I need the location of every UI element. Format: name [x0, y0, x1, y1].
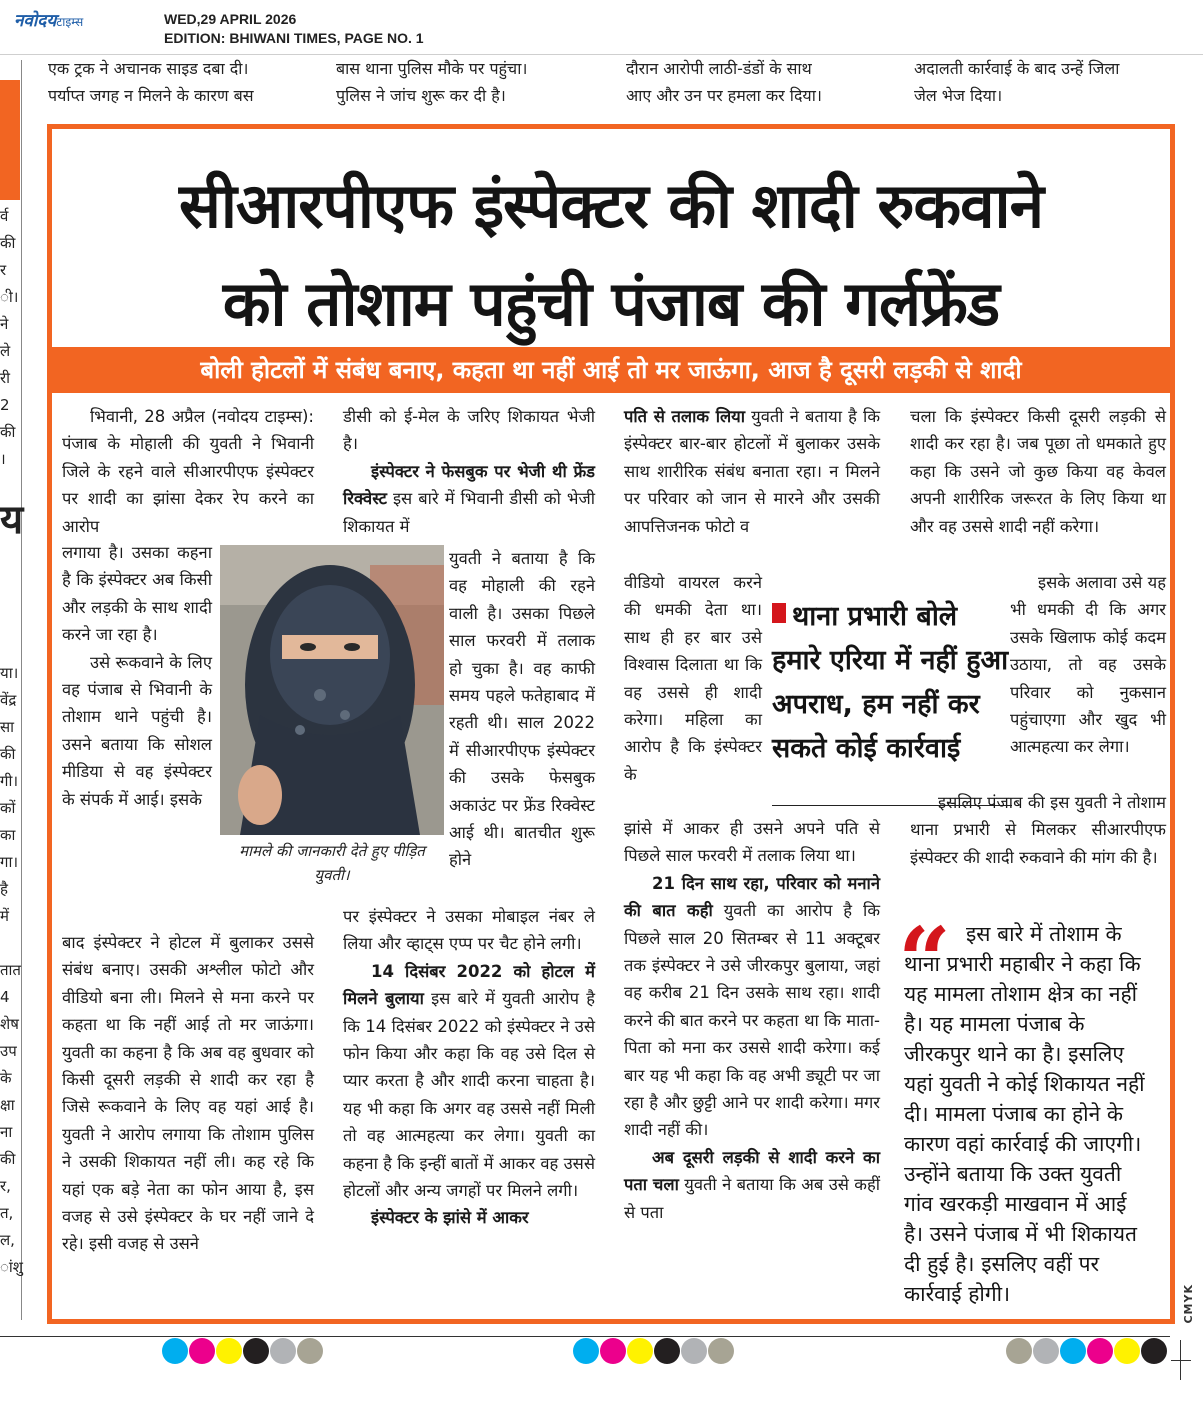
fragment: गी।	[0, 772, 19, 790]
cyan-registration-dot	[1060, 1338, 1086, 1364]
black-registration-dot	[1141, 1338, 1167, 1364]
prev-line: पुलिस ने जांच शुरू कर दी है।	[336, 86, 506, 105]
fragment: री	[0, 369, 11, 387]
left-fragment-bottom	[0, 660, 23, 1281]
fragment: ना	[0, 1123, 13, 1141]
photo-caption: मामले की जानकारी देते हुए पीड़ित युवती।	[239, 842, 425, 884]
paragraph: उसे रूकवाने के लिए वह पंजाब से भिवानी के तोशाम थाने पहुंची है। उसने बताया कि सोशल मीडिया से वह इंस्पेक्टर के संपर्क में आई। इसके	[62, 652, 212, 809]
edition-info	[164, 10, 424, 48]
paragraph	[343, 958, 595, 1205]
fragment: र्व	[0, 207, 9, 225]
gray-registration-dot	[270, 1338, 296, 1364]
edition-label: EDITION: BHIWANI TIMES, PAGE NO. 1	[164, 30, 424, 46]
fragment: की	[0, 1150, 16, 1168]
subhead: पति से तलाक लिया	[624, 407, 745, 426]
prev-line: जेल भेज दिया।	[914, 86, 1003, 105]
veiled-woman-image	[220, 545, 444, 835]
fragment: में	[0, 907, 9, 925]
page-header	[0, 0, 1203, 55]
text: युवती ने बताया कि अब उसे कहीं से पता	[624, 1175, 881, 1222]
fragment: र,	[0, 1177, 11, 1195]
pull-quote	[772, 595, 1012, 771]
subhead: इंस्पेक्टर के झांसे में आकर	[371, 1208, 529, 1228]
fragment: ांशु	[0, 1258, 23, 1276]
paragraph	[624, 403, 880, 540]
paragraph: पर इंस्पेक्टर ने उसका मोबाइल नंबर ले लिया और व्हाट्स एप्प पर चैट होने लगी।	[343, 907, 595, 954]
yellow-registration-dot	[1114, 1338, 1140, 1364]
headline-line-1: सीआरपीएफ इंस्पेक्टर की शादी रुकवाने	[178, 169, 1044, 242]
victim-photo	[220, 545, 444, 835]
fragment: की	[0, 745, 16, 763]
fragment	[0, 930, 20, 957]
section-tab	[0, 80, 20, 200]
fragment: है	[0, 880, 8, 898]
paragraph: लगाया है। उसका कहना है कि इंस्पेक्टर अब किसी और लड़की के साथ शादी करने जा रहा है।	[62, 543, 212, 645]
bullet-square-icon	[772, 603, 786, 623]
fragment: की	[0, 234, 16, 252]
column-1-top	[62, 403, 314, 540]
paragraph	[343, 458, 595, 540]
fragment: र	[0, 261, 7, 279]
subhead: अब दूसरी लड़की से शादी करने का पता चला	[624, 1147, 880, 1195]
left-fragment-top	[0, 203, 20, 473]
magenta-registration-dot	[1087, 1338, 1113, 1364]
column-4-top	[910, 403, 1166, 540]
paragraph: चला कि इंस्पेक्टर किसी दूसरी लड़की से शादी कर रहा है। जब पूछा तो धमकाते हुए कहा कि उसने जो कुछ किया वह केवल अपनी शारीरिक जरूरत के लिए किया था और वह उससे शादी नहीं करेगा।	[910, 407, 1166, 536]
gray-registration-dot	[1033, 1338, 1059, 1364]
column-1-narrow	[62, 539, 212, 813]
text: युवती का आरोप है कि पिछले साल 20 सितम्बर से 11 अक्टूबर तक इंस्पेक्टर ने उसे जीरकपुर बुलाया, जहां वह करीब 21 दिन उसके साथ रहा। शादी करने की बात करने पर कहता था कि माता-पिता को मना कर उससे शादी करेगा। कई बार यह भी कहा कि वह अभी ड्यूटी पर जा रहा है और छुट्टी आने पर शादी करेगा। मगर शादी नहीं की।	[624, 901, 880, 1140]
issue-date: WED,29 APRIL 2026	[164, 11, 297, 27]
text: युवती ने बताया है कि इंस्पेक्टर बार-बार होटलों में बुलाकर उसके साथ शारीरिक संबंध बनाता रहा। न मिलने पर परिवार को जान से मारने और उसकी आपत्तिजनक फोटो व	[624, 407, 880, 536]
fragment: उप	[0, 1042, 17, 1060]
article-frame	[47, 124, 1175, 1324]
prev-col-2	[336, 55, 598, 109]
cyan-registration-dot	[573, 1338, 599, 1364]
fragment: त,	[0, 1204, 14, 1222]
prev-line: आए और उन पर हमला कर दिया।	[626, 86, 822, 105]
olive-registration-dot	[708, 1338, 734, 1364]
column-4-bottom	[910, 789, 1166, 871]
black-registration-dot	[243, 1338, 269, 1364]
paragraph	[624, 870, 880, 1144]
paragraph: बाद इंस्पेक्टर ने होटल में बुलाकर उससे संबंध बनाए। उसकी अश्लील फोटो और वीडियो बना ली। मिलने से मना करने पर कहता था कि नहीं आई तो मर जाऊंगा। युवती का कहना है कि अब वह बुधवार को किसी दूसरी लड़की से शादी कर रहा है जिसे रूकवाने के लिए वह यहां आई है। युवती ने आरोप लगाया कि तोशाम पुलिस ने उसकी शिकायत नहीं ली। कह रहे कि यहां एक बड़े नेता का फोन आया है, इस वजह से उसे इंस्पेक्टर के घर नहीं जाने दे रहे। इसी वजह से उसने	[62, 933, 314, 1254]
fragment: शेष	[0, 1015, 19, 1033]
fragment: ल,	[0, 1231, 15, 1249]
text: इस बारे में भिवानी डीसी को भेजी शिकायत में	[343, 489, 595, 536]
column-4-narrow	[1010, 569, 1166, 761]
crop-mark-icon	[1171, 1340, 1191, 1380]
fragment: की	[0, 423, 16, 441]
fragment: के	[0, 1069, 12, 1087]
fragment: या।	[0, 664, 19, 682]
subhead: 14 दिसंबर 2022 को होटल में मिलने बुलाया	[343, 961, 595, 1009]
registration-marks	[0, 1338, 1203, 1368]
prev-col-4	[914, 55, 1176, 109]
prev-col-1	[48, 55, 310, 109]
page-rule	[0, 1336, 1170, 1337]
subheadline: बोली होटलों में संबंध बनाए, कहता था नहीं आई तो मर जाऊंगा, आज है दूसरी लड़की से शादी	[52, 347, 1170, 393]
yellow-registration-dot	[627, 1338, 653, 1364]
fragment: ने	[0, 315, 9, 333]
prev-line: दौरान आरोपी लाठी-डंडों के साथ	[626, 59, 812, 78]
fragment: ी।	[0, 288, 19, 306]
olive-registration-dot	[297, 1338, 323, 1364]
prev-line: एक ट्रक ने अचानक साइड दबा दी।	[48, 59, 249, 78]
olive-registration-dot	[1006, 1338, 1032, 1364]
paragraph: झांसे में आकर ही उसने अपने पति से पिछले साल फरवरी में तलाक लिया था।	[624, 819, 880, 866]
column-2-bottom	[343, 903, 595, 1232]
magenta-registration-dot	[189, 1338, 215, 1364]
prev-line: पर्याप्त जगह न मिलने के कारण बस	[48, 86, 254, 105]
cyan-registration-dot	[162, 1338, 188, 1364]
column-3-top	[624, 403, 880, 540]
black-registration-dot	[654, 1338, 680, 1364]
paragraph	[343, 1204, 595, 1231]
pull-quote-text: थाना प्रभारी बोले हमारे एरिया में नहीं हुआ अपराध, हम नहीं कर सकते कोई कार्रवाई	[772, 601, 1009, 764]
fragment: सा	[0, 718, 15, 736]
officer-statement	[904, 919, 1152, 1309]
subhead: इंस्पेक्टर ने फेसबुक पर भेजी थी फ्रेंड रिक्वेस्ट	[343, 461, 595, 509]
paragraph: इसलिए पंजाब की इस युवती ने तोशाम थाना प्रभारी से मिलकर सीआरपीएफ इंस्पेक्टर की शादी रुकवाने की मांग की है।	[910, 793, 1166, 867]
fragment: ले	[0, 342, 11, 360]
fragment: ।	[0, 450, 6, 468]
prev-col-3	[626, 55, 890, 109]
column-2-narrow	[449, 545, 595, 874]
fragment: 4	[0, 988, 10, 1006]
column-2-top	[343, 403, 595, 540]
headline	[52, 157, 1170, 353]
cmyk-label: CMYK	[1182, 1284, 1195, 1324]
text: इस बारे में युवती आरोप है कि 14 दिसंबर 2022 को इंस्पेक्टर ने उसे फोन किया और कहा कि वह उसे दिल से प्यार करता है और शादी करना चाहता है। यह भी कहा कि अगर वह उससे नहीं मिली तो वह आत्महत्या कर लेगा। युवती का कहना है कि इन्हीं बातों में आकर वह उससे होटलों और अन्य जगहों पर मिलने लगी।	[343, 989, 595, 1201]
gray-registration-dot	[681, 1338, 707, 1364]
paragraph: वीडियो वायरल करने की धमकी देता था। साथ ही हर बार उसे विश्वास दिलाता था कि वह उससे ही शादी करेगा। महिला का आरोप है कि इंस्पेक्टर के	[624, 573, 762, 784]
newspaper-logo	[14, 8, 83, 31]
paragraph	[624, 1144, 880, 1226]
quote-mark-icon: “	[898, 907, 951, 1015]
column-1-bottom	[62, 929, 314, 1258]
logo-sub: टाइम्स	[56, 15, 84, 29]
subhead: 21 दिन साथ रहा, परिवार को मनाने की बात कही	[624, 873, 880, 921]
headline-line-2: को तोशाम पहुंची पंजाब की गर्लफ्रेंड	[222, 267, 1000, 340]
paragraph: युवती ने बताया है कि वह मोहाली की रहने वाली है। उसका पिछले साल फरवरी में तलाक हो चुका है। वह काफी समय पहले फतेहाबाद में रहती थी। साल 2022 में सीआरपीएफ इंस्पेक्टर की उसके फेसबुक अकाउंट पर फ्रेंड रिक्वेस्ट आई थी। बातचीत शुरू होने	[449, 549, 595, 870]
fragment: कों	[0, 799, 16, 817]
column-3-narrow	[624, 569, 762, 788]
previous-story-fragment	[0, 55, 1203, 111]
fragment: का	[0, 826, 16, 844]
yellow-registration-dot	[216, 1338, 242, 1364]
magenta-registration-dot	[600, 1338, 626, 1364]
adjacent-story-edge	[0, 60, 22, 1320]
left-fragment-big: य	[0, 497, 24, 543]
fragment: क्षा	[0, 1096, 15, 1114]
prev-line: अदालती कार्रवाई के बाद उन्हें जिला	[914, 59, 1120, 78]
fragment: तात	[0, 961, 21, 979]
fragment: वेंद्र	[0, 691, 17, 709]
fragment: 2	[0, 396, 10, 414]
paragraph: इसके अलावा उसे यह भी धमकी दी कि अगर उसके खिलाफ कोई कदम उठाया, तो वह उसके परिवार को नुकसान पहुंचाएगा और खुद भी आत्महत्या कर लेगा।	[1010, 573, 1166, 757]
logo-main: नवोदय	[14, 11, 57, 31]
prev-line: बास थाना पुलिस मौके पर पहुंचा।	[336, 59, 528, 78]
column-3-bottom	[624, 815, 880, 1226]
fragment: गा।	[0, 853, 19, 871]
dateline-paragraph: भिवानी, 28 अप्रैल (नवोदय टाइम्स): पंजाब के मोहाली की युवती ने भिवानी जिले के रहने वाले सीआरपीएफ इंस्पेक्टर पर शादी का झांसा देकर रेप करने का आरोप	[62, 407, 314, 536]
statement-text: इस बारे में तोशाम के थाना प्रभारी महाबीर ने कहा कि यह मामला तोशाम क्षेत्र का नहीं है। यह मामला पंजाब के जीरकपुर थाने का है। इसलिए यहां युवती ने कोई शिकायत नहीं दी। मामला पंजाब का होने के कारण वहां कार्रवाई की जाएगी। उन्होंने बताया कि उक्त युवती गांव खरकड़ी माखवान में आई है। उसने पंजाब में भी शिकायत दी हुई है। इसलिए वहीं पर कार्रवाई होगी।	[904, 922, 1145, 1306]
paragraph: डीसी को ई-मेल के जरिए शिकायत भेजी है।	[343, 407, 595, 454]
